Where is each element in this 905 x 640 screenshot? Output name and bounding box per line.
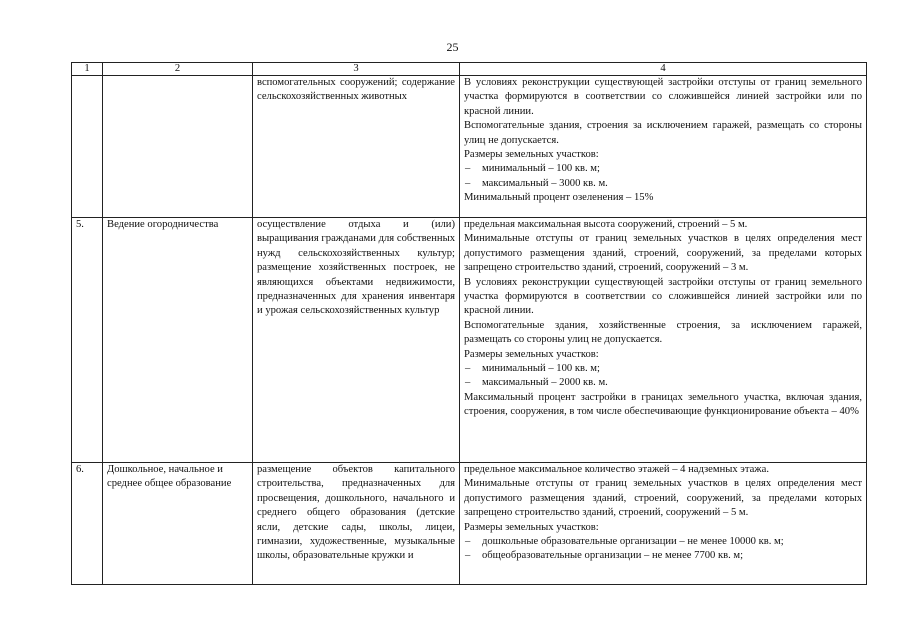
sizes-list [464, 162, 862, 191]
sizes-heading: Размеры земельных участков: [464, 149, 599, 161]
header-col-2: 2 [103, 63, 253, 76]
row-number [72, 76, 103, 218]
list-item [464, 535, 862, 549]
size-value: дошкольные образовательные организации – не менее 10000 кв. м; [482, 536, 784, 548]
param-paragraph: Максимальный процент застройки в границах земельного участка, включая здания, строения, сооружения, в том числе обеспечивающие функционирование объекта – 40% [464, 391, 862, 418]
dash-icon: – [465, 363, 471, 375]
row-number: 6. [72, 463, 103, 585]
sizes-heading: Размеры земельных участков: [464, 348, 599, 360]
dash-icon: – [465, 536, 471, 548]
size-value: максимальный – 3000 кв. м. [482, 177, 608, 189]
use-description: размещение объектов капитального строительства, предназначенных для просвещения, дошкольного, начального и среднего общего образования (детские ясли, детские сады, школы, лицеи, гимназии, художественные, музыкальные школы, образовательные кружки и [253, 463, 460, 585]
use-name [103, 76, 253, 218]
header-col-1: 1 [72, 63, 103, 76]
page-number: 25 [446, 40, 459, 54]
size-value: минимальный – 100 кв. м; [482, 363, 600, 375]
list-item [464, 162, 862, 176]
list-item [464, 177, 862, 191]
param-paragraph: Вспомогательные здания, хозяйственные строения, за исключением гаражей, размещать со стороны улиц не допускается. [464, 319, 862, 346]
dash-icon: – [465, 377, 471, 389]
table-row [72, 463, 867, 585]
sizes-heading: Размеры земельных участков: [464, 521, 599, 533]
use-parameters [460, 76, 867, 218]
param-paragraph: предельное максимальное количество этажей – 4 надземных этажа. [464, 464, 769, 475]
param-paragraph: предельная максимальная высота сооружений, строений – 5 м. [464, 219, 748, 230]
param-paragraph: Минимальный процент озеленения – 15% [464, 192, 654, 204]
size-value: общеобразовательные организации – не менее 7700 кв. м; [482, 550, 744, 562]
use-parameters [460, 463, 867, 585]
param-paragraph: В условиях реконструкции существующей застройки отступы от границ земельного участка формируются в соответствии со сложившейся линией застройки или по красной линии. [464, 77, 862, 117]
use-parameters [460, 218, 867, 463]
size-value: минимальный – 100 кв. м; [482, 163, 600, 175]
list-item [464, 549, 862, 563]
sizes-list [464, 535, 862, 564]
param-paragraph: Минимальные отступы от границ земельных участков в целях определения мест допустимого размещения зданий, строений, сооружений, за пределами которых запрещено строительство зданий, строений, сооружений – 5 м. [464, 478, 862, 519]
size-value: максимальный – 2000 кв. м. [482, 377, 608, 389]
header-col-3: 3 [253, 63, 460, 76]
table-row [72, 76, 867, 218]
sizes-list [464, 362, 862, 391]
list-item [464, 376, 862, 390]
dash-icon: – [465, 550, 471, 562]
header-col-4: 4 [460, 63, 867, 76]
use-description: осуществление отдыха и (или) выращивания гражданами для собственных нужд сельскохозяйственных культур; размещение хозяйственных построек, не являющихся объектами недвижимости, предназначенных для хранения инвентаря и урожая сельскохозяйственных культур [253, 218, 460, 463]
zoning-table [71, 62, 867, 585]
dash-icon: – [465, 177, 471, 189]
table-row [72, 218, 867, 463]
use-name: Дошкольное, начальное и среднее общее образование [103, 463, 253, 585]
param-paragraph: Вспомогательные здания, строения за исключением гаражей, размещать со стороны улиц не допускается. [464, 120, 862, 146]
param-paragraph: Минимальные отступы от границ земельных участков в целях определения мест допустимого размещения зданий, строений, сооружений, за пределами которых запрещено строительство зданий, строений, сооружений – 3 м. [464, 233, 862, 274]
dash-icon: – [465, 163, 471, 175]
use-name: Ведение огородничества [103, 218, 253, 463]
param-paragraph: В условиях реконструкции существующей застройки отступы от границ земельного участка формируются в соответствии со сложившейся линией застройки или по красной линии. [464, 276, 862, 317]
table-header-row [72, 63, 867, 76]
row-number: 5. [72, 218, 103, 463]
use-description: вспомогательных сооружений; содержание сельскохозяйственных животных [253, 76, 460, 218]
list-item [464, 362, 862, 376]
